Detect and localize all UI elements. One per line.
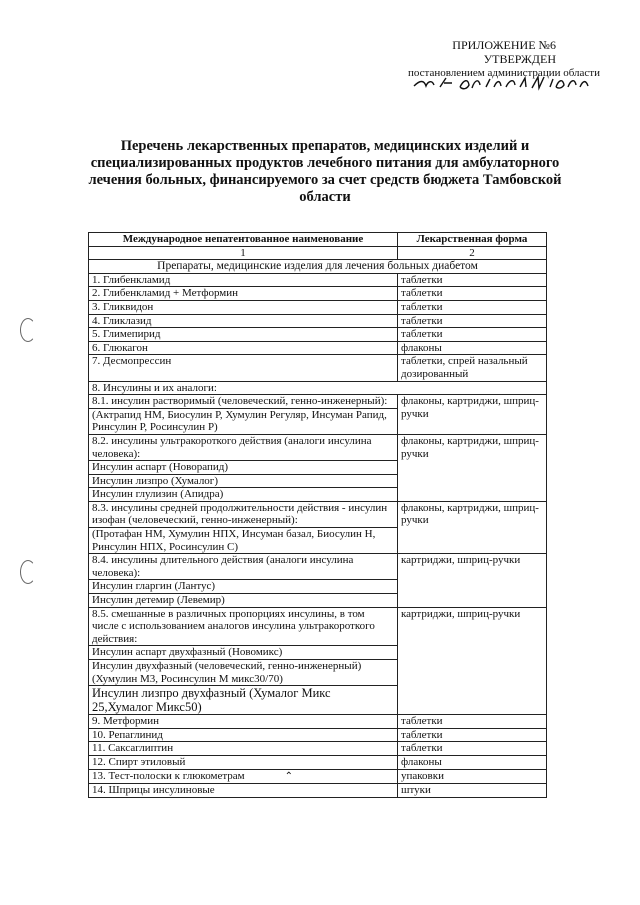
- subgroup-name: 8.1. инсулин растворимый (человеческий, генно-инженерный):: [89, 395, 398, 409]
- drug-form: флаконы, картриджи, шприц-ручки: [398, 434, 547, 501]
- drug-name: 7. Десмопрессин: [89, 355, 398, 381]
- table-row: [89, 784, 547, 798]
- drug-name: (Протафан НМ, Хумулин НПХ, Инсуман базал, Биосулин Н, Ринсулин НПХ, Росинсулин С): [89, 528, 398, 554]
- subgroup-name: 8.5. смешанные в различных пропорциях инсулины, в том числе с использованием аналогов инсулина ультракороткого действия:: [89, 607, 398, 646]
- drug-form: картриджи, шприц-ручки: [398, 607, 547, 715]
- document-title: Перечень лекарственных препаратов, медицинских изделий и специализированных продуктов лечебного питания для амбулаторного лечения больных, финансируемого за счет средств бюджета Тамбовской области: [88, 138, 562, 205]
- table-header-row: [89, 233, 547, 247]
- drug-form: флаконы: [398, 755, 547, 769]
- drug-form: штуки: [398, 784, 547, 798]
- table-row: [89, 287, 547, 301]
- resolution-label: постановлением администрации области: [407, 67, 600, 79]
- drug-name: 9. Метформин: [89, 715, 398, 729]
- handwritten-date-number: [410, 72, 595, 94]
- drug-name: Инсулин аспарт (Новорапид): [89, 461, 398, 475]
- drug-name: Инсулин лизпро (Хумалог): [89, 474, 398, 488]
- drug-name: 10. Репаглинид: [89, 728, 398, 742]
- drug-name: 2. Глибенкламид + Метформин: [89, 287, 398, 301]
- table-row: [89, 728, 547, 742]
- drug-form: таблетки: [398, 273, 547, 287]
- drug-name: Инсулин детемир (Левемир): [89, 594, 398, 608]
- table-row: [89, 273, 547, 287]
- drug-name: 11. Саксаглиптин: [89, 742, 398, 756]
- table-row: [89, 381, 547, 395]
- table-row: [89, 554, 547, 580]
- drug-form: таблетки: [398, 328, 547, 342]
- table-row: [89, 607, 547, 646]
- appendix-label: ПРИЛОЖЕНИЕ №6: [452, 38, 556, 52]
- drug-name: (Актрапид НМ, Биосулин Р, Хумулин Регуляр, Инсуман Рапид, Ринсулин Р, Росинсулин Р): [89, 408, 398, 434]
- drug-form: упаковки: [398, 769, 547, 784]
- drug-form: флаконы, картриджи, шприц-ручки: [398, 395, 547, 435]
- table-row: [89, 501, 547, 527]
- section-row: [89, 260, 547, 274]
- subgroup-name: 8.3. инсулины средней продолжительности действия - инсулин изофан (человеческий, генно-инженерный):: [89, 501, 398, 527]
- col-form-header: Лекарственная форма: [398, 233, 547, 247]
- drug-name: 1. Глибенкламид: [89, 273, 398, 287]
- drug-form: таблетки: [398, 742, 547, 756]
- subgroup-name: 8.2. инсулины ультракороткого действия (аналоги инсулина человека):: [89, 434, 398, 460]
- drug-form: флаконы: [398, 341, 547, 355]
- drug-name: Инсулин гларгин (Лантус): [89, 580, 398, 594]
- drug-name: 3. Гликвидон: [89, 300, 398, 314]
- table-number-row: [89, 246, 547, 260]
- drug-name-cell: [89, 769, 398, 784]
- table-row: [89, 769, 547, 784]
- table-row: [89, 341, 547, 355]
- drug-list-table: [88, 232, 547, 798]
- col-1-number: 1: [89, 246, 398, 260]
- drug-name: Инсулин двухфазный (человеческий, генно-инженерный) (Хумулин М3, Росинсулин М микс30/70): [89, 660, 398, 686]
- table-row: [89, 355, 547, 381]
- drug-form: картриджи, шприц-ручки: [398, 554, 547, 607]
- table-row: [89, 395, 547, 409]
- drug-form: таблетки, спрей назальный дозированный: [398, 355, 547, 381]
- drug-name: 12. Спирт этиловый: [89, 755, 398, 769]
- caret-mark-icon: ⌃: [284, 770, 294, 782]
- drug-form: флаконы, картриджи, шприц-ручки: [398, 501, 547, 553]
- drug-form: таблетки: [398, 300, 547, 314]
- section-title: Препараты, медицинские изделия для лечения больных диабетом: [89, 260, 547, 274]
- drug-form: таблетки: [398, 715, 547, 729]
- drug-name: 5. Глимепирид: [89, 328, 398, 342]
- table-row: [89, 434, 547, 460]
- col-2-number: 2: [398, 246, 547, 260]
- drug-name: 4. Гликлазид: [89, 314, 398, 328]
- drug-name: Инсулин аспарт двухфазный (Новомикс): [89, 646, 398, 660]
- hole-punch-mark: [20, 318, 36, 342]
- drug-name: Инсулин лизпро двухфазный (Хумалог Микс 25,Хумалог Микс50): [89, 686, 398, 715]
- col-name-header: Международное непатентованное наименование: [89, 233, 398, 247]
- table-row: [89, 755, 547, 769]
- drug-name: 14. Шприцы инсулиновые: [89, 784, 398, 798]
- table-row: [89, 300, 547, 314]
- table-row: [89, 328, 547, 342]
- drug-form: таблетки: [398, 728, 547, 742]
- hole-punch-mark: [20, 560, 36, 584]
- drug-name: 6. Глюкагон: [89, 341, 398, 355]
- drug-name: 13. Тест-полоски к глюкометрам: [92, 769, 245, 782]
- table-row: [89, 314, 547, 328]
- subgroup-name: 8.4. инсулины длительного действия (аналоги инсулина человека):: [89, 554, 398, 580]
- approved-label: УТВЕРЖДЕН: [483, 52, 556, 66]
- table-row: [89, 715, 547, 729]
- group-name: 8. Инсулины и их аналоги:: [89, 381, 547, 395]
- table-row: [89, 742, 547, 756]
- drug-form: таблетки: [398, 314, 547, 328]
- drug-name: Инсулин глулизин (Апидра): [89, 488, 398, 502]
- drug-form: таблетки: [398, 287, 547, 301]
